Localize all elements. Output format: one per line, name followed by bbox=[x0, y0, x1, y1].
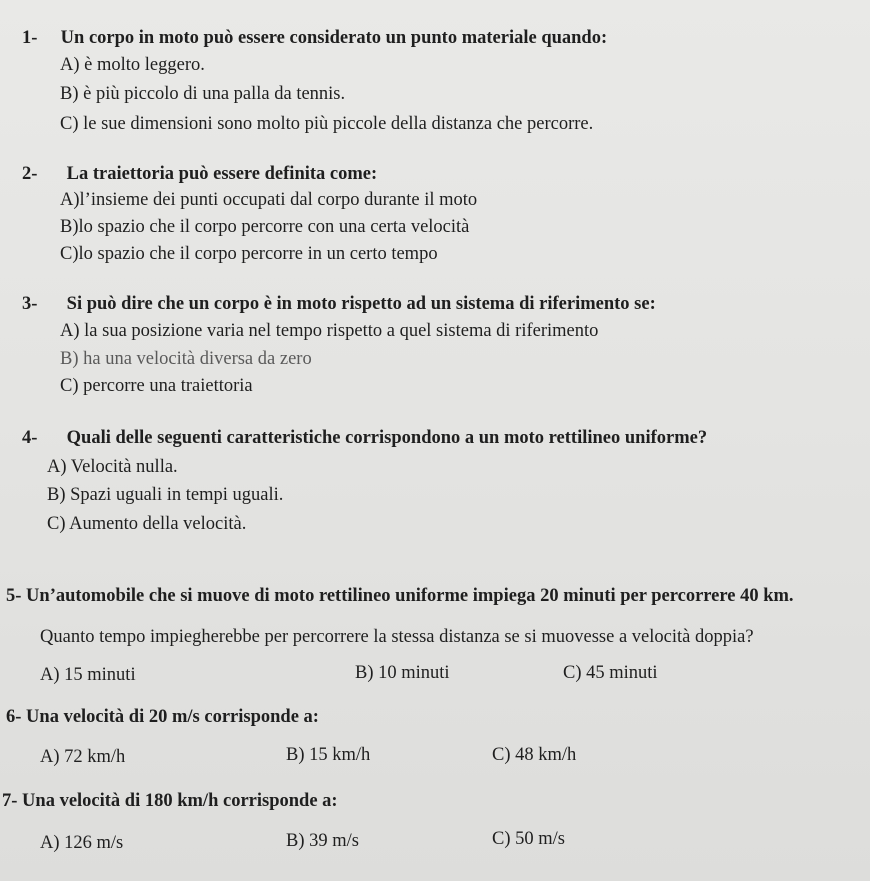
option-6b[interactable]: B) 15 km/h bbox=[286, 745, 371, 765]
question-text: La traiettoria può essere definita come: bbox=[66, 164, 378, 184]
question-text: Una velocità di 20 m/s corrisponde a: bbox=[26, 707, 319, 727]
question-text: Un corpo in moto può essere considerato un punto materiale quando: bbox=[60, 28, 608, 48]
question-number: 1- bbox=[22, 28, 38, 48]
question-3 bbox=[22, 293, 656, 315]
question-number: 6- bbox=[6, 707, 22, 727]
question-number: 2- bbox=[22, 164, 38, 184]
option-3a[interactable]: A) la sua posizione varia nel tempo rispetto a quel sistema di riferimento bbox=[60, 321, 599, 341]
question-number: 7- bbox=[2, 791, 18, 811]
question-text: Si può dire che un corpo è in moto rispetto ad un sistema di riferimento se: bbox=[66, 294, 656, 314]
option-5c[interactable]: C) 45 minuti bbox=[563, 663, 658, 683]
option-3b[interactable]: B) ha una velocità diversa da zero bbox=[60, 349, 312, 369]
option-6a[interactable]: A) 72 km/h bbox=[40, 747, 126, 767]
option-2b[interactable]: B)lo spazio che il corpo percorre con una certa velocità bbox=[60, 217, 470, 237]
option-3c[interactable]: C) percorre una traiettoria bbox=[60, 376, 253, 396]
option-7b[interactable]: B) 39 m/s bbox=[286, 831, 359, 851]
question-6 bbox=[6, 706, 319, 728]
question-4 bbox=[22, 427, 707, 449]
option-5b[interactable]: B) 10 minuti bbox=[355, 663, 450, 683]
option-5a[interactable]: A) 15 minuti bbox=[40, 665, 136, 685]
question-number: 3- bbox=[22, 294, 38, 314]
option-1a[interactable]: A) è molto leggero. bbox=[60, 55, 205, 75]
option-2c[interactable]: C)lo spazio che il corpo percorre in un certo tempo bbox=[60, 244, 438, 264]
question-text: Una velocità di 180 km/h corrisponde a: bbox=[22, 791, 338, 811]
option-1b[interactable]: B) è più piccolo di una palla da tennis. bbox=[60, 84, 346, 104]
question-number: 4- bbox=[22, 428, 38, 448]
option-1c[interactable]: C) le sue dimensioni sono molto più piccole della distanza che percorre. bbox=[60, 114, 594, 134]
question-2 bbox=[22, 163, 377, 185]
option-6c[interactable]: C) 48 km/h bbox=[492, 745, 577, 765]
option-4c[interactable]: C) Aumento della velocità. bbox=[47, 514, 247, 534]
question-number: 5- bbox=[6, 586, 22, 606]
option-7c[interactable]: C) 50 m/s bbox=[492, 829, 565, 849]
option-2a[interactable]: A)l’insieme dei punti occupati dal corpo durante il moto bbox=[60, 190, 478, 210]
question-7 bbox=[2, 790, 338, 812]
option-7a[interactable]: A) 126 m/s bbox=[40, 833, 124, 853]
question-1 bbox=[22, 27, 607, 49]
question-text: Un’automobile che si muove di moto rettilineo uniforme impiega 20 minuti per percorrere 40 km. bbox=[26, 586, 794, 606]
option-4a[interactable]: A) Velocità nulla. bbox=[47, 457, 178, 477]
question-5-followup: Quanto tempo impiegherebbe per percorrere la stessa distanza se si muovesse a velocità doppia? bbox=[40, 627, 754, 647]
question-5 bbox=[6, 585, 794, 607]
option-4b[interactable]: B) Spazi uguali in tempi uguali. bbox=[47, 485, 284, 505]
question-text: Quali delle seguenti caratteristiche corrispondono a un moto rettilineo uniforme? bbox=[66, 428, 708, 448]
